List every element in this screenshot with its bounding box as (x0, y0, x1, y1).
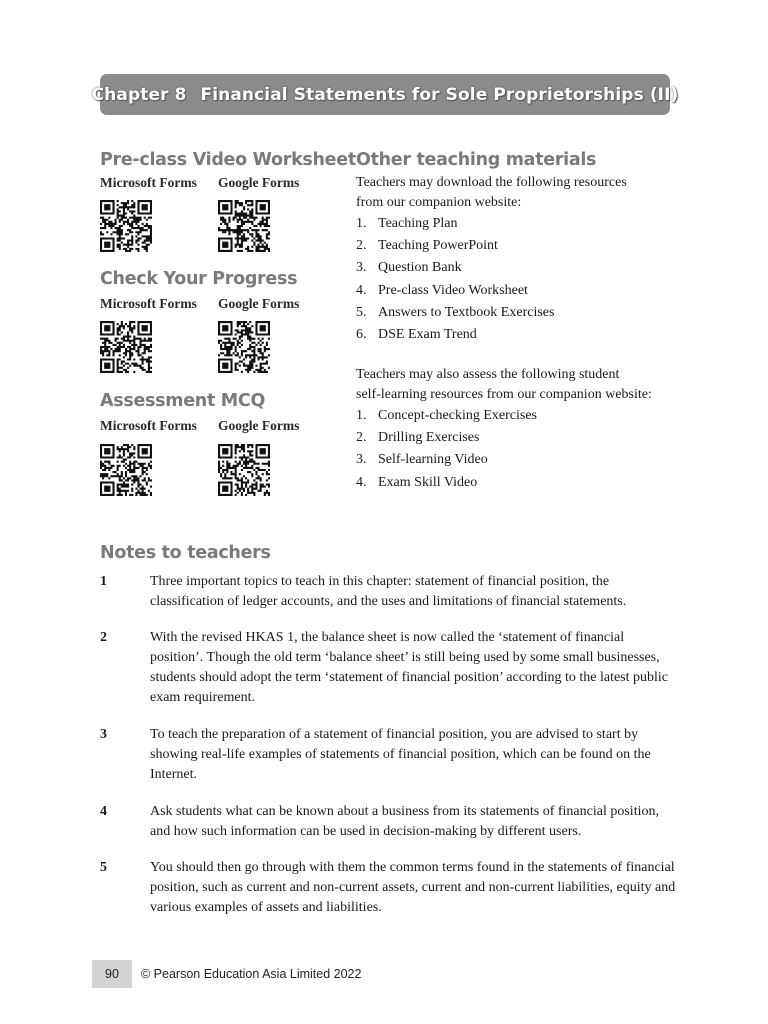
chapter-title (92, 85, 679, 105)
section-heading-notes: Notes to teachers (100, 543, 271, 563)
note-text: Three important topics to teach in this chapter: statement of financial position, the classification of ledger accounts, and the uses and limitations of financial statements. (150, 574, 627, 609)
note-text: With the revised HKAS 1, the balance sheet is now called the ‘statement of financial position’. Though the old term ‘balance sheet’ is still being used by some small businesses, students should adopt the term ‘statement of financial position’ according to the latest public exam requirement. (150, 630, 668, 705)
chapter-title-text: Financial Statements for Sole Proprietorships (II) (200, 84, 679, 105)
other-intro-line-1: Teachers may download the following resources (356, 175, 627, 190)
list-item: 1. Teaching Plan (356, 216, 458, 232)
section-heading-pre-class: Pre-class Video Worksheet (100, 150, 356, 170)
qr-modules (100, 444, 152, 496)
self-learning-intro-line-2: self-learning resources from our companion website: (356, 387, 652, 402)
note-item (100, 858, 680, 918)
note-number: 5 (100, 860, 107, 875)
note-text: To teach the preparation of a statement of financial position, you are advised to start by showing real-life examples of statements of financial position, which can be found on the Internet. (150, 727, 651, 782)
qr-code-pre-class-google[interactable] (218, 200, 270, 252)
qr-modules (218, 321, 270, 373)
note-number: 4 (100, 804, 107, 819)
google-forms-label: Google Forms (218, 175, 300, 190)
resource-list (356, 213, 554, 346)
copyright: © Pearson Education Asia Limited 2022 (141, 967, 362, 981)
list-item: 2. Teaching PowerPoint (356, 238, 498, 254)
qr-modules (100, 321, 152, 373)
list-item: 3. Question Bank (356, 260, 462, 276)
section-heading-assessment-mcq: Assessment MCQ (100, 391, 266, 411)
note-item (100, 802, 680, 842)
other-intro-line-2: from our companion website: (356, 195, 522, 210)
self-learning-intro-line-1: Teachers may also assess the following student (356, 367, 620, 382)
qr-code-assessment-microsoft[interactable] (100, 444, 152, 496)
note-text: Ask students what can be known about a business from its statements of financial position, and how such information can be used in decision-making by different users. (150, 804, 659, 839)
chapter-banner (91, 74, 679, 115)
qr-modules (100, 200, 152, 252)
qr-code-assessment-google[interactable] (218, 444, 270, 496)
page-number: 90 (92, 960, 132, 988)
qr-code-check-progress-google[interactable] (218, 321, 270, 373)
list-item: 4. Pre-class Video Worksheet (356, 282, 528, 298)
self-learning-list (356, 405, 537, 494)
list-item: 4. Exam Skill Video (356, 474, 478, 490)
page-footer (92, 960, 361, 988)
note-number: 2 (100, 630, 107, 645)
list-item: 3. Self-learning Video (356, 452, 488, 468)
note-item (100, 572, 680, 612)
microsoft-forms-label: Microsoft Forms (100, 175, 197, 190)
qr-modules (218, 444, 270, 496)
note-item (100, 725, 680, 785)
note-item (100, 628, 680, 708)
qr-modules (218, 200, 270, 252)
list-item: 6. DSE Exam Trend (356, 327, 477, 343)
note-text: You should then go through with them the common terms found in the statements of financial position, such as current and non-current assets, current and non-current liabilities, equity and various examples of assets and liabilities. (150, 860, 676, 915)
microsoft-forms-label: Microsoft Forms (100, 418, 197, 433)
self-learning-intro (356, 365, 686, 405)
qr-code-pre-class-microsoft[interactable] (100, 200, 152, 252)
list-item: 2. Drilling Exercises (356, 430, 480, 446)
chapter-number: Chapter 8 (91, 84, 187, 105)
list-item: 5. Answers to Textbook Exercises (356, 304, 555, 320)
google-forms-label: Google Forms (218, 418, 300, 433)
section-heading-check-progress: Check Your Progress (100, 269, 298, 289)
note-number: 1 (100, 574, 107, 589)
section-heading-other-materials: Other teaching materials (356, 150, 597, 170)
microsoft-forms-label: Microsoft Forms (100, 296, 197, 311)
other-intro (356, 173, 686, 213)
list-item: 1. Concept-checking Exercises (356, 408, 537, 424)
qr-code-check-progress-microsoft[interactable] (100, 321, 152, 373)
note-number: 3 (100, 727, 107, 742)
google-forms-label: Google Forms (218, 296, 300, 311)
